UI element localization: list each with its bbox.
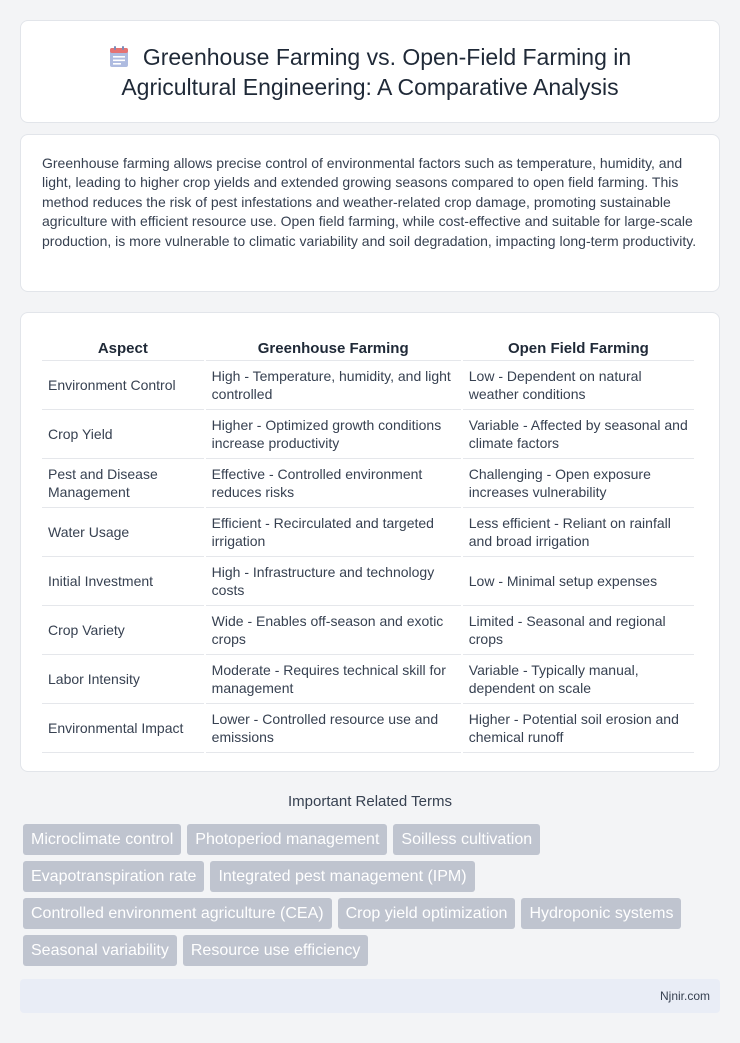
intro-paragraph: Greenhouse farming allows precise control of environmental factors such as temperature, humidity, and light, leading to higher crop yields and extended growing seasons compared to open field farming. This method reduces the risk of pest infestations and weather-related crop damage, promoting sustainable agriculture with efficient resource use. Open field farming, while cost-effective and suitable for large-scale production, is more vulnerable to climatic variability and soil degradation, impacting long-term productivity. — [42, 155, 697, 249]
cell-greenhouse: Effective - Controlled environment reduces risks — [206, 459, 461, 508]
related-term-tag[interactable]: Crop yield optimization — [338, 898, 516, 929]
page-title-wrap — [21, 42, 719, 102]
cell-aspect: Environmental Impact — [42, 704, 204, 753]
related-term-tag[interactable]: Hydroponic systems — [521, 898, 681, 929]
cell-greenhouse: Wide - Enables off-season and exotic crops — [206, 606, 461, 655]
cell-greenhouse: Moderate - Requires technical skill for management — [206, 655, 461, 704]
table-header-row — [42, 331, 694, 361]
table-row — [42, 459, 694, 508]
cell-aspect: Pest and Disease Management — [42, 459, 204, 508]
related-term-tag[interactable]: Controlled environment agriculture (CEA) — [23, 898, 332, 929]
header-open-field: Open Field Farming — [463, 331, 694, 361]
related-term-tag[interactable]: Seasonal variability — [23, 935, 177, 966]
cell-open-field: Variable - Affected by seasonal and climate factors — [463, 410, 694, 459]
comparison-table — [40, 331, 696, 753]
cell-aspect: Crop Variety — [42, 606, 204, 655]
header-greenhouse: Greenhouse Farming — [206, 331, 461, 361]
cell-aspect: Water Usage — [42, 508, 204, 557]
cell-aspect: Labor Intensity — [42, 655, 204, 704]
cell-open-field: Variable - Typically manual, dependent on scale — [463, 655, 694, 704]
document-icon — [109, 46, 129, 68]
cell-open-field: Less efficient - Reliant on rainfall and broad irrigation — [463, 508, 694, 557]
intro-card — [20, 134, 720, 292]
related-term-tag[interactable]: Integrated pest management (IPM) — [210, 861, 474, 892]
table-row — [42, 704, 694, 753]
related-terms-list — [23, 824, 723, 972]
footer-site: Njnir.com — [659, 989, 710, 1003]
page-title: Greenhouse Farming vs. Open-Field Farming in Agricultural Engineering: A Comparative Analysis — [121, 43, 632, 100]
cell-open-field: Low - Dependent on natural weather conditions — [463, 361, 694, 410]
related-term-tag[interactable]: Soilless cultivation — [393, 824, 540, 855]
cell-greenhouse: High - Infrastructure and technology costs — [206, 557, 461, 606]
cell-open-field: Challenging - Open exposure increases vulnerability — [463, 459, 694, 508]
table-row — [42, 655, 694, 704]
related-term-tag[interactable]: Photoperiod management — [187, 824, 387, 855]
cell-open-field: Higher - Potential soil erosion and chemical runoff — [463, 704, 694, 753]
cell-open-field: Limited - Seasonal and regional crops — [463, 606, 694, 655]
table-row — [42, 508, 694, 557]
title-card — [20, 20, 720, 123]
table-row — [42, 361, 694, 410]
cell-greenhouse: High - Temperature, humidity, and light controlled — [206, 361, 461, 410]
table-row — [42, 606, 694, 655]
header-aspect: Aspect — [42, 331, 204, 361]
cell-greenhouse: Efficient - Recirculated and targeted irrigation — [206, 508, 461, 557]
related-term-tag[interactable]: Resource use efficiency — [183, 935, 369, 966]
comparison-table-card — [20, 312, 720, 772]
related-terms-title: Important Related Terms — [288, 793, 452, 810]
table-row — [42, 557, 694, 606]
footer — [20, 979, 720, 1013]
cell-aspect: Environment Control — [42, 361, 204, 410]
table-row — [42, 410, 694, 459]
cell-greenhouse: Higher - Optimized growth conditions increase productivity — [206, 410, 461, 459]
cell-aspect: Initial Investment — [42, 557, 204, 606]
cell-open-field: Low - Minimal setup expenses — [463, 557, 694, 606]
related-term-tag[interactable]: Microclimate control — [23, 824, 181, 855]
related-term-tag[interactable]: Evapotranspiration rate — [23, 861, 204, 892]
cell-aspect: Crop Yield — [42, 410, 204, 459]
cell-greenhouse: Lower - Controlled resource use and emissions — [206, 704, 461, 753]
